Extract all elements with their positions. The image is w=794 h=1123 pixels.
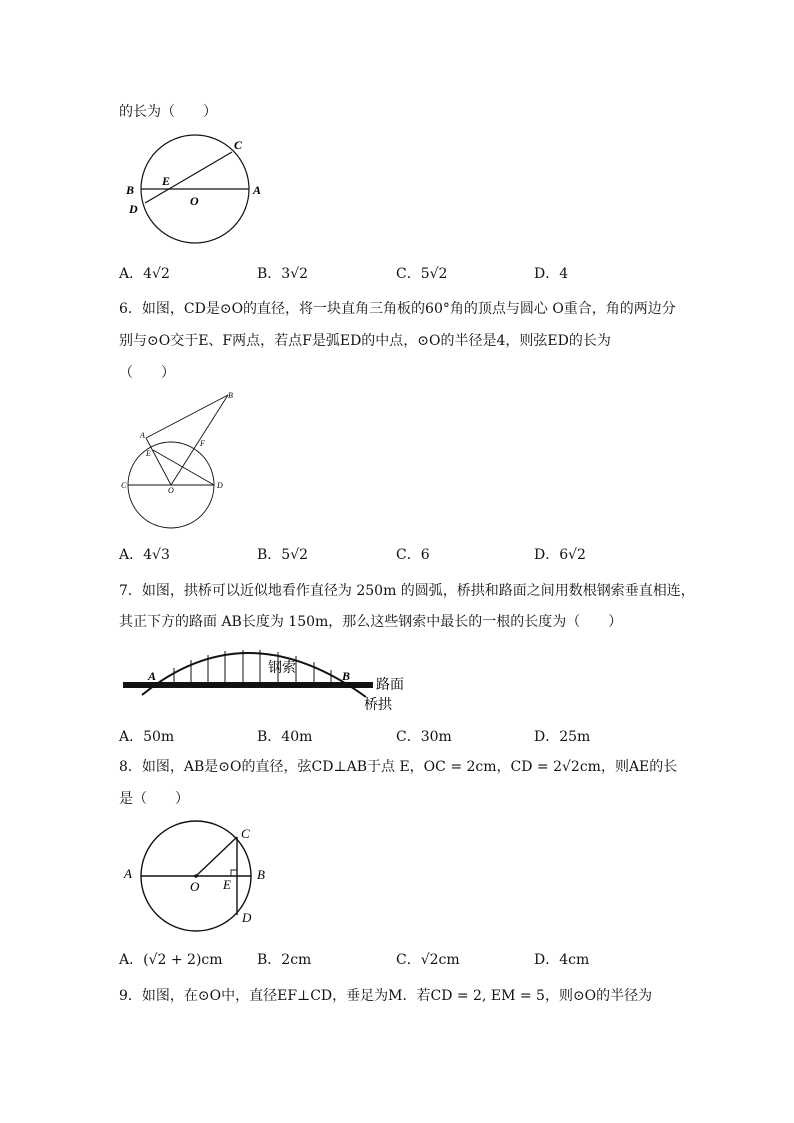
q5-figure: [120, 135, 280, 250]
q8-label-b: B: [257, 867, 265, 882]
q8-figure: [120, 820, 280, 940]
q5-label-o: O: [190, 194, 199, 208]
q7-label-road: 路面: [376, 677, 404, 693]
q8-label-d: D: [242, 910, 252, 925]
q7-option-a: A．50m: [119, 729, 175, 745]
q6-label-f: F: [200, 439, 205, 448]
q7-stem-line2: 其正下方的路面 AB长度为 150m，那么这些钢索中最长的一根的长度为（ ）: [119, 614, 623, 630]
q6-stem-line1: 6．如图，CD是⊙O的直径，将一块直角三角板的60°角的顶点与圆心 O重合，角的两边分: [119, 301, 676, 317]
q7-option-d: D．25m: [534, 729, 591, 745]
q5-stem-tail: 的长为（ ）: [119, 104, 217, 120]
q5-option-b: B．3√2: [257, 266, 309, 282]
q5-label-e: E: [162, 174, 171, 188]
q6-label-d: D: [217, 481, 223, 490]
q8-option-a: A．(√2 + 2)cm: [119, 952, 223, 968]
q8-label-o: O: [190, 879, 200, 894]
q6-label-c: C: [121, 481, 127, 490]
q5-label-d: D: [129, 202, 138, 216]
q6-label-b: B: [228, 391, 233, 400]
q6-option-d: D．6√2: [534, 547, 586, 563]
q5-option-c: C．5√2: [396, 266, 448, 282]
q8-option-b: B．2cm: [257, 952, 312, 968]
q7-label-arch: 桥拱: [364, 697, 392, 713]
q8-label-a: A: [124, 866, 132, 881]
q7-bridge-figure: [120, 640, 420, 720]
q7-label-b: B: [342, 669, 351, 683]
q6-label-e: E: [146, 449, 151, 458]
q6-label-o: O: [168, 486, 174, 495]
q7-label-a: A: [148, 669, 157, 683]
q5-option-d: D．4: [534, 266, 569, 282]
q8-option-c: C．√2cm: [396, 952, 460, 968]
q6-option-c: C．6: [396, 547, 430, 563]
q6-option-a: A．4√3: [119, 547, 170, 563]
q8-label-c: C: [241, 826, 250, 841]
q8-stem-line2: 是（ ）: [119, 791, 189, 807]
q7-option-c: C．30m: [396, 729, 452, 745]
q7-stem-line1: 7．如图，拱桥可以近似地看作直径为 250m 的圆弧，桥拱和路面之间用数根钢索垂直相连，: [119, 583, 695, 599]
q5-label-a: A: [253, 183, 262, 197]
q7-label-cable: 钢索: [268, 660, 296, 676]
q5-option-a: A．4√2: [119, 266, 170, 282]
q5-label-b: B: [126, 183, 135, 197]
q6-stem-line3: （ ）: [119, 365, 175, 381]
q6-figure: [118, 390, 238, 530]
q9-stem-line1: 9．如图，在⊙O中，直径EF⊥CD，垂足为M．若CD = 2, EM = 5，则⊙O的半径为: [119, 988, 653, 1004]
q6-stem-line2: 别与⊙O交于E、F两点，若点F是弧ED的中点，⊙O的半径是4，则弦ED的长为: [119, 333, 611, 349]
q8-label-e: E: [223, 877, 231, 892]
q6-label-a: A: [140, 431, 145, 440]
q8-stem-line1: 8．如图，AB是⊙O的直径，弦CD⊥AB于点 E，OC = 2cm，CD = 2√2cm，则AE的长: [119, 759, 678, 775]
q7-option-b: B．40m: [257, 729, 313, 745]
q5-label-c: C: [234, 138, 243, 152]
q8-option-d: D．4cm: [534, 952, 590, 968]
q6-option-b: B．5√2: [257, 547, 309, 563]
